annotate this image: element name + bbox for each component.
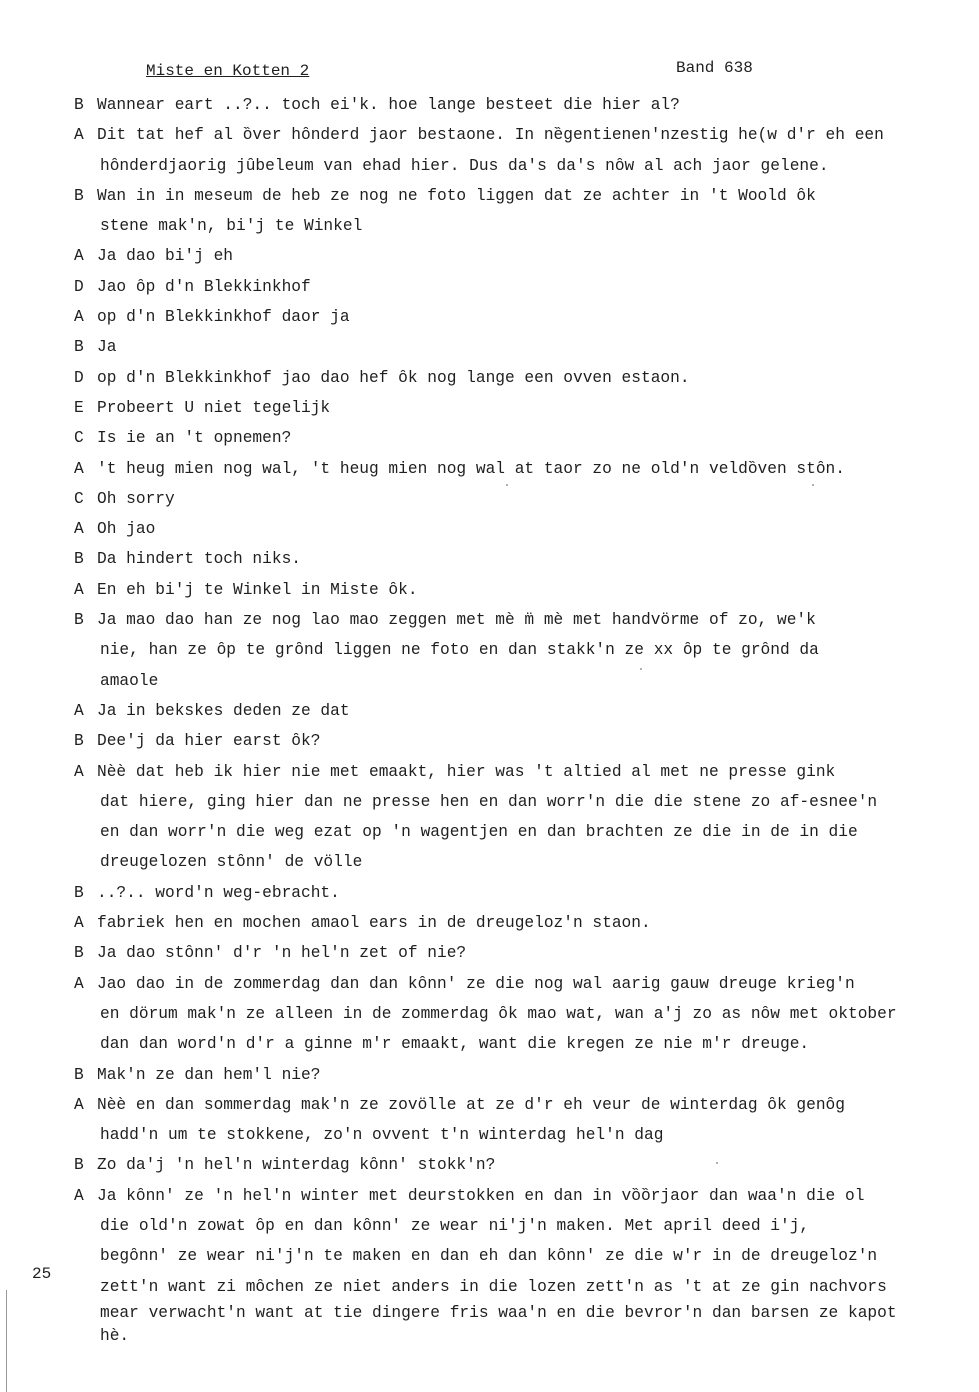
transcript-line [74, 1060, 974, 1090]
band-number: Band 638 [676, 59, 753, 77]
line-text: die old'n zowat ȏp en dan kȏnn' ze wear ni'j'n maken. Met april deed i'j, [100, 1216, 810, 1235]
transcript-line [74, 302, 974, 332]
paper-speck [716, 1162, 718, 1164]
speaker-label: B [74, 611, 84, 630]
transcript-line [74, 272, 974, 302]
speaker-label: A [74, 914, 84, 933]
line-text: hadd'n um te stokkene, zo'n ovvent t'n winterdag hel'n dag [100, 1126, 664, 1145]
paper-speck [812, 484, 814, 486]
transcript-line [74, 484, 974, 514]
speaker-label: B [74, 883, 84, 902]
transcript-line [74, 1211, 974, 1241]
line-text: fabriek hen en mochen amaol ears in de dreugeloz'n staon. [97, 914, 651, 933]
transcript-line [74, 575, 974, 605]
speaker-label: B [74, 550, 84, 569]
transcript-line [74, 969, 974, 999]
line-text: Wannear eart ..?.. toch ei'k. hoe lange besteet die hier al? [97, 96, 680, 114]
transcript-line [74, 1302, 974, 1325]
line-text: En eh bi'j te Winkel in Miste ȏk. [97, 580, 418, 599]
speaker-label: B [74, 338, 84, 357]
paper-speck [640, 668, 642, 670]
transcript-line [74, 90, 974, 120]
line-text: Oh jao [97, 520, 156, 539]
line-text: en dan worr'n die weg ezat op 'n wagentjen en dan brachten ze die in de in die [100, 823, 858, 842]
transcript-line [74, 696, 974, 726]
line-text: Da hindert toch niks. [97, 550, 301, 569]
line-text: Is ie an 't opnemen? [97, 429, 292, 448]
speaker-label: B [74, 732, 84, 751]
line-text: Ja mao dao han ze nog lao mao zeggen met mè m̈ mè met handvӧrme of zo, we'k [97, 611, 816, 630]
page-number: 25 [32, 1265, 52, 1283]
line-text: Nèè dat heb ik hier nie met emaakt, hier was 't altied al met ne presse gink [97, 762, 836, 781]
speaker-label: A [74, 126, 84, 145]
line-text: Ja kȏnn' ze 'n hel'n winter met deurstokken en dan in vȍȍrjaor dan waa'n die ol [97, 1186, 865, 1205]
speaker-label: A [74, 1095, 84, 1114]
line-text: dreugelozen stȏnn' de vӧlle [100, 853, 363, 872]
transcript-body [74, 90, 974, 1348]
line-text: ..?.. word'n weg-ebracht. [97, 883, 340, 902]
line-text: Probeert U niet tegelijk [97, 398, 331, 417]
speaker-label: A [74, 247, 84, 266]
line-text: Ja [97, 338, 117, 357]
transcript-line [74, 393, 974, 423]
margin-line [6, 1290, 7, 1392]
transcript-line [74, 938, 974, 968]
speaker-label: D [74, 368, 84, 387]
line-text: op d'n Blekkinkhof jao dao hef ȏk nog lange een ovven estaon. [97, 368, 690, 387]
speaker-label: C [74, 429, 84, 448]
transcript-line [74, 666, 974, 696]
line-text: 't heug mien nog wal, 't heug mien nog wal at taor zo ne old'n veldȍven stȏn. [97, 459, 845, 478]
transcript-line [74, 878, 974, 908]
transcript-line [74, 817, 974, 847]
transcript-line [74, 999, 974, 1029]
transcript-line [74, 181, 974, 211]
transcript-line [74, 211, 974, 241]
speaker-label: B [74, 1065, 84, 1084]
speaker-label: B [74, 944, 84, 963]
line-text: Oh sorry [97, 489, 175, 508]
line-text: begȏnn' ze wear ni'j'n te maken en dan eh dan kȏnn' ze die w'r in de dreugeloz'n [100, 1247, 878, 1266]
transcript-line [74, 1090, 974, 1120]
speaker-label: A [74, 1186, 84, 1205]
line-text: Mak'n ze dan hem'l nie? [97, 1065, 321, 1084]
transcript-line [74, 544, 974, 574]
transcript-line [74, 423, 974, 453]
transcript-line [74, 514, 974, 544]
transcript-line [74, 726, 974, 756]
transcript-line [74, 1181, 974, 1211]
transcript-line [74, 363, 974, 393]
transcript-line [74, 635, 974, 665]
line-text: Nèè en dan sommerdag mak'n ze zovӧlle at ze d'r eh veur de winterdag ȏk genȏg [97, 1095, 845, 1114]
speaker-label: A [74, 308, 84, 327]
transcript-line [74, 151, 974, 181]
line-text: amaole [100, 671, 159, 690]
line-text: hȏnderdjaorig jȗbeleum van ehad hier. Dus da's da's nȏw al ach jaor gelene. [100, 156, 829, 175]
transcript-line [74, 908, 974, 938]
speaker-label: D [74, 277, 84, 296]
transcript-line [74, 1241, 974, 1271]
transcript-line [74, 241, 974, 271]
line-text: Dit tat hef al ȍver hȏnderd jaor bestaone. In nȅgentienen'nzestig he(w d'r eh een [97, 126, 884, 145]
transcript-line [74, 847, 974, 877]
line-text: Wan in in meseum de heb ze nog ne foto liggen dat ze achter in 't Woold ȏk [97, 186, 816, 205]
line-text: Ja in bekskes deden ze dat [97, 701, 350, 720]
transcript-line [74, 332, 974, 362]
line-text: zett'n want zi mȏchen ze niet anders in die lozen zett'n as 't at ze gin nachvors [100, 1277, 887, 1296]
transcript-line [74, 1272, 974, 1302]
line-text: stene mak'n, bi'j te Winkel [100, 217, 363, 236]
speaker-label: E [74, 398, 84, 417]
transcript-line [74, 757, 974, 787]
line-text: en dӧrum mak'n ze alleen in de zommerdag ȏk mao wat, wan a'j zo as nȏw met oktober [100, 1004, 897, 1023]
speaker-label: A [74, 974, 84, 993]
line-text: Jao dao in de zommerdag dan dan kȏnn' ze die nog wal aarig gauw dreuge krieg'n [97, 974, 855, 993]
line-text: nie, han ze ȏp te grȏnd liggen ne foto en dan stakk'n ze xx ȏp te grȏnd da [100, 641, 819, 660]
transcript-line [74, 1325, 974, 1348]
transcript-line [74, 454, 974, 484]
transcript-line [74, 120, 974, 150]
paper-speck [506, 484, 508, 486]
speaker-label: B [74, 96, 84, 114]
line-text: dan dan word'n d'r a ginne m'r emaakt, want die kregen ze nie m'r dreuge. [100, 1035, 810, 1054]
line-text: mear verwacht'n want at tie dingere fris waa'n en die bevror'n dan barsen ze kapot [100, 1303, 897, 1322]
line-text: Zo da'j 'n hel'n winterdag kȏnn' stokk'n? [97, 1156, 496, 1175]
document-title: Miste en Kotten 2 [146, 62, 310, 80]
transcript-line [74, 787, 974, 817]
line-text: Ja dao stȏnn' d'r 'n hel'n zet of nie? [97, 944, 467, 963]
speaker-label: B [74, 1156, 84, 1175]
speaker-label: A [74, 459, 84, 478]
speaker-label: A [74, 520, 84, 539]
line-text: Ja dao bi'j eh [97, 247, 233, 266]
line-text: Jao ȏp d'n Blekkinkhof [97, 277, 311, 296]
transcript-line [74, 1029, 974, 1059]
transcript-line [74, 1120, 974, 1150]
speaker-label: B [74, 186, 84, 205]
transcript-line [74, 1150, 974, 1180]
transcript-line [74, 605, 974, 635]
speaker-label: A [74, 701, 84, 720]
line-text: Dee'j da hier earst ȏk? [97, 732, 321, 751]
line-text: dat hiere, ging hier dan ne presse hen en dan worr'n die die stene zo af-esnee'n [100, 792, 878, 811]
speaker-label: A [74, 762, 84, 781]
speaker-label: C [74, 489, 84, 508]
line-text: hè. [100, 1326, 130, 1345]
speaker-label: A [74, 580, 84, 599]
line-text: op d'n Blekkinkhof daor ja [97, 308, 350, 327]
